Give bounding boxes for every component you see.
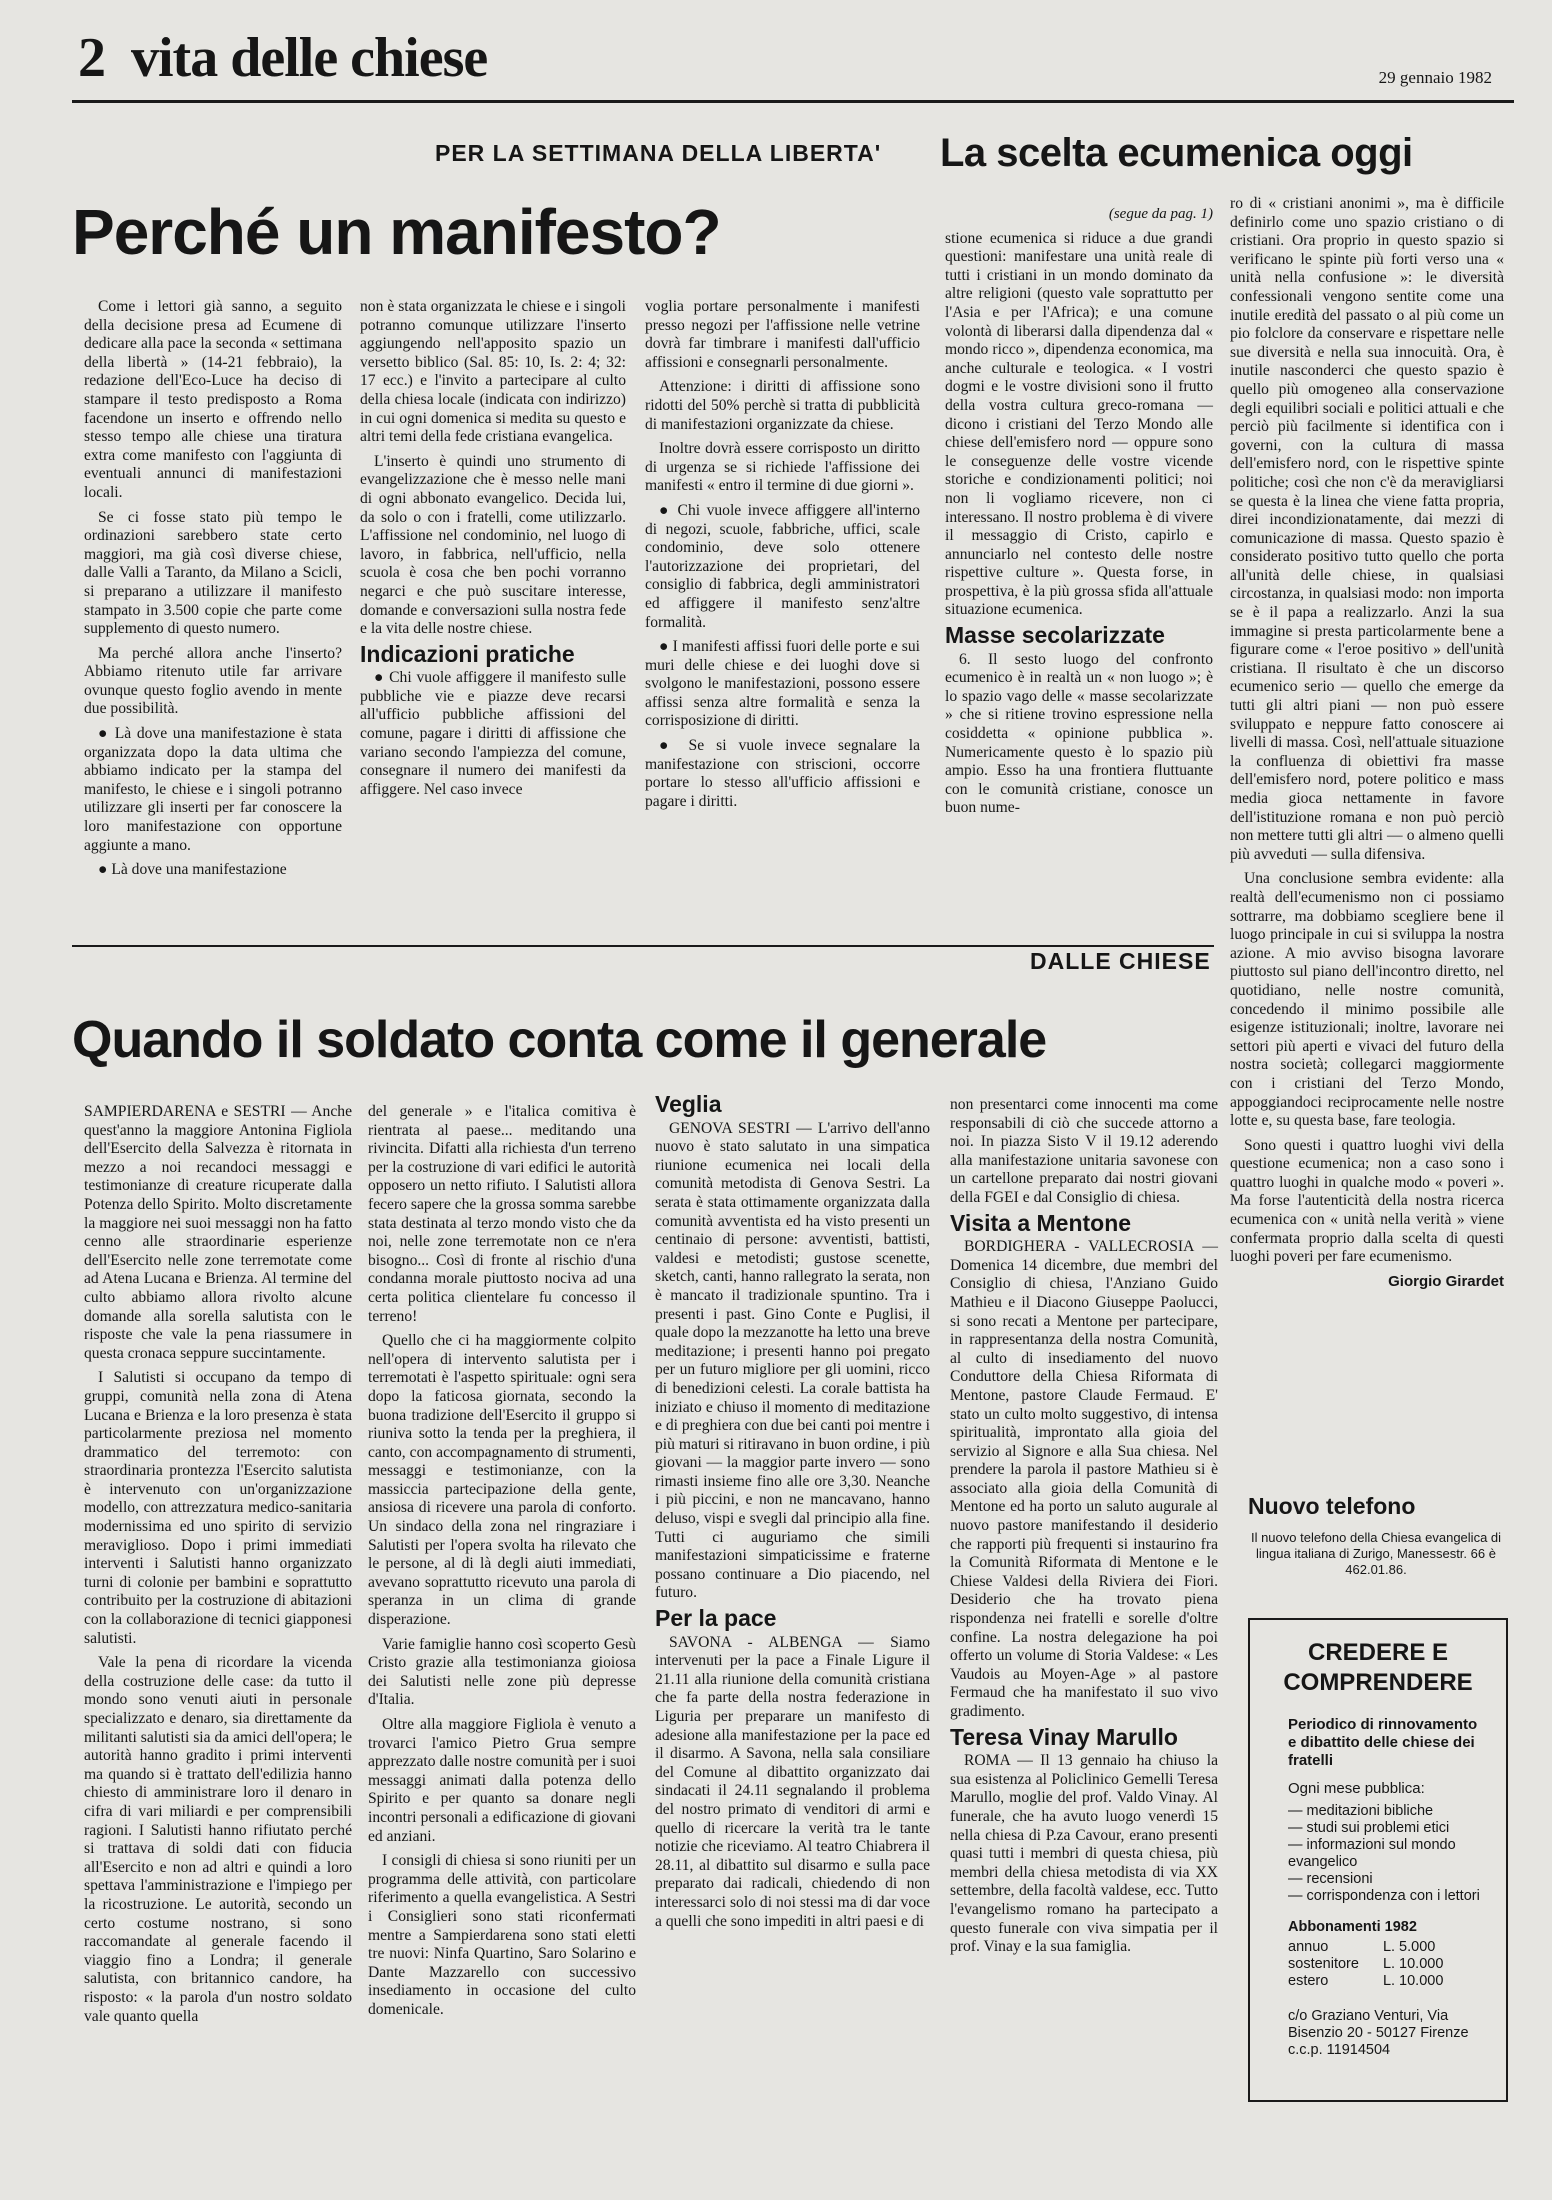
paragraph: non è stata organizzata le chiese e i singoli potranno comunque utilizzare l'inserto aggiungendo nell'apposito spazio un versetto biblico (Sal. 85: 10, Is. 2: 4; 32: 17 ecc.) e l'invito a partecipare al culto della chiesa locale (indicata con indirizzo) in cui ogni domenica si medita su questo e altri temi della fede cristiana evangelica. [360,298,626,446]
art1-column-3 [645,298,920,817]
paragraph: SAMPIERDARENA e SESTRI — Anche quest'anno la maggiore Antonina Figliola dell'Esercito della Salvezza è ritornata in mezzo a noi recandoci messaggi e testimonianze di creature ricuperate dalla Potenza dello Spirito. Molto discretamente la maggiore nei suoi messaggi non ha fatto cenno alle straordinarie esperienze dell'Esercito nelle zone terremotate come ad Atena Lucana e Brienza. Al termine del culto abbiamo allora rivolto alcune domande alla sorella salutista con le risposte che vale la pena riassumere in questa cronaca seppure succintamente. [84,1103,352,1362]
price-value: L. 5.000 [1382,1939,1436,1955]
art1-column-1 [84,298,342,886]
paragraph: ● Là dove una manifestazione è stata organizzata dopo la data ultima che abbiamo indicato per la stampa del manifesto, le chiese e i singoli potranno utilizzare gli inserti per far conoscere la loro manifestazione con opportune aggiunte a mano. [84,725,342,854]
list-item: — corrispondenza con i lettori [1288,1888,1484,1905]
table-row [1288,1973,1467,1990]
page-number: 2 [78,27,105,89]
headline-soldato: Quando il soldato conta come il generale [72,1011,1047,1069]
continued-from: (segue da pag. 1) [1108,206,1213,222]
paragraph: Se ci fosse stato più tempo le ordinazioni sarebbero state certo maggiori, ma già così diverse chiese, dalle Valli a Taranto, da Milano a Scicli, si preparano a utilizzare il manifesto stampato in 3.500 copie che parte come supplemento di questo numero. [84,508,342,638]
price-table [1288,1939,1467,1990]
kicker-settimana: PER LA SETTIMANA DELLA LIBERTA' [435,140,882,166]
ad-box-credere [1248,1618,1508,2102]
art3-column-4 [950,1096,1218,1963]
headline-telefono: Nuovo telefono [1248,1493,1416,1519]
subhead-pace: Per la pace [655,1605,777,1632]
paragraph: ● Chi vuole invece affiggere all'interno di negozi, scuole, fabbriche, uffici, scale condominio, deve solo ottenere l'autorizzazione dei proprietari, del consiglio di fabbrica, degli amministratori ed affiggere il manifesto senz'altre formalità. [645,501,920,631]
subhead-indicazioni: Indicazioni pratiche [360,640,575,667]
ad-title [1250,1638,1506,1698]
ad-title-line-2: COMPRENDERE [1283,1669,1473,1696]
paragraph: ● Se si vuole invece segnalare la manifestazione con striscioni, occorre portare lo stesso all'ufficio affissioni e pagare i diritti. [645,737,920,810]
paragraph: ROMA — Il 13 gennaio ha chiuso la sua esistenza al Policlinico Gemelli Teresa Marullo, moglie del prof. Valdo Vinay. Al funerale, che ha avuto luogo venerdì 15 nella chiesa di P.za Cavour, erano presenti quasi tutti i membri di questa chiesa, più membri della chiesa metodista di via XX settembre, della facoltà valdese, ecc. Tutto l'evangelismo romano ha partecipato a questo funerale con viva simpatia per il prof. Vinay e la sua famiglia. [950,1752,1218,1956]
paragraph: Sono questi i quattro luoghi vivi della questione ecumenica; non a caso sono i quattro luoghi in qualche modo « poveri ». Ma forse l'autenticità della nostra ricerca ecumenica con « unità nella verità » viene confermata proprio dalla scelta di questi luoghi poveri per fare ecumenismo. [1230,1136,1504,1266]
table-row [1288,1956,1467,1973]
section-rule [72,945,1214,947]
ad-subscriptions: Abbonamenti 1982 [1288,1919,1417,1935]
paragraph: L'inserto è quindi uno strumento di evangelizzazione che è messo nelle mani di ogni abbonato evangelico. Decida lui, da solo o con i fratelli, come utilizzarlo. L'affissione nel condominio, nel luogo di lavoro, in fabbrica, nell'ufficio, nella scuola è cosa che ben pochi vorranno negarci e che può suscitare interesse, domande e conversazioni sulla nostra fede e la vita delle nostre chiese. [360,452,626,638]
ad-title-line-1: CREDERE E [1307,1639,1449,1666]
paragraph: Inoltre dovrà essere corrisposto un diritto di urgenza se si richiede l'affissione dei manifesti « entro il termine di due giorni ». [645,440,920,495]
issue-date: 29 gennaio 1982 [1378,68,1492,87]
art3-column-1 [84,1103,352,2032]
paragraph: Quello che ci ha maggiormente colpito nell'opera di intervento salutista per i terremotati è l'aspetto spirituale: ogni sera dopo la faticosa giornata, secondo la buona tradizione dell'Esercito il gruppo si riuniva sotto la tenda per la preghiera, il canto, con accompagnamento di strumenti, messaggi e testimonianze, con la massiccia partecipazione della gente, ansiosa di ricevere una parola di conforto. Un sindaco della zona nel ringraziare i Salutisti per l'opera svolta ha rilevato che le persone, al di là degli aiuti immediati, avevano soprattutto ricevuto una parola di speranza in un clima di grande disperazione. [368,1332,636,1629]
list-item: — meditazioni bibliche [1288,1803,1484,1820]
paragraph: non presentarci come innocenti ma come responsabili di ciò che succede attorno a noi. In piazza Sisto V il 19.12 aderendo alla manifestazione unitaria savonese con un cartellone preparato dai nostri giovani della FGEI e dal Consiglio di chiesa. [950,1096,1218,1206]
art3-column-3 [655,1091,930,1937]
paragraph: ● Chi vuole affiggere il manifesto sulle pubbliche vie e piazze deve recarsi all'ufficio pubbliche affissioni del comune, pagare i diritti di affissione che variano secondo l'ampiezza del comune, consegnare il numero dei manifesti da affiggere. Nel caso invece [360,669,626,798]
ad-publishes: Ogni mese pubblica: [1288,1780,1425,1797]
subhead-vinay: Teresa Vinay Marullo [950,1723,1178,1750]
list-item: — informazioni sul mondo evangelico [1288,1837,1484,1871]
paragraph: stione ecumenica si riduce a due grandi questioni: manifestare una unità reale di tutti i cristiani in un mondo dominato da altre religioni (questo vale soprattutto per l'Asia e per l'Africa); e una comune volontà di liberarsi dalla dipendenza dal « mondo ricco », dipendenza economica, ma anche culturale e teologica. « I vostri dogmi e le vostre divisioni sono il frutto della vostra cultura greco-romana — dicono i cristiani del Terzo Mondo alle chiese dell'emisfero nord — oppure sono le conseguenze delle vostre vicende storiche e condizionamenti politici; noi non li vogliamo ricevere, non ci interessano. Il nostro problema è di vivere il messaggio di Cristo, capirlo e annunciarlo nel contesto delle nostre rispettive culture ». Questa forse, in prospettiva, è la più grossa sfida all'attuale situazione ecumenica. [945,229,1213,619]
paragraph: BORDIGHERA - VALLECROSIA — Domenica 14 dicembre, due membri del Consiglio di chiesa, l'Anziano Guido Mathieu e il Diacono Giuseppe Paolucci, si sono recati a Mentone per partecipare, in rappresentanza della nostra Comunità, al culto di insediamento del nuovo Conduttore della Chiesa Riformata di Mentone, pastore Claude Fermaud. E' stato un culto molto suggestivo, di intensa spiritualità, improntato alla gioia del servizio al Signore e alla Sua chiesa. Nel prendere la parola il pastore Mathieu si è associato alla gioia della Comunità di Mentone ed ha porto un saluto augurale al nuovo pastore manifestando il desiderio che rapporti più frequenti si instaurino fra la Comunità Riformata di Mentone e le Chiese Valdesi della Riviera dei Fiori. Desiderio che ha trovato piena rispondenza nei fratelli e sorelle d'oltre confine. La nostra delegazione ha poi offerto un volume di Storia Valdese: « Les Vaudois au Moyen-Age » al pastore Fermaud che ha manifestato il suo vivo gradimento. [950,1238,1218,1720]
list-item: — studi sui problemi etici [1288,1820,1484,1837]
price-label: annuo [1288,1939,1329,1955]
paragraph: ro di « cristiani anonimi », ma è difficile definirlo come uno spazio cristiano o di cristiani. Ora proprio in questo spazio si verificano le spinte più forti verso una « unità nella confusione »: le diversità confessionali vengono sentite come una inutile eredità del passato o al più come un pio folclore da conservare e rispettare nelle sue diversità e nella sua innocuità. Ora, è inutile nasconderci che questo spazio è quello più omogeneo alla conservazione degli equilibri sociali e politici attuali e che perciò più facilmente si identifica con i governi, con la cultura di massa dell'emisfero nord, con le rispettive spinte politiche; così che non c'è da meravigliarsi se questa è la linea che viene fatta propria, direi incondizionatamente, dai mezzi di comunicazione di massa. Questo spazio è considerato positivo tutto quello che porta all'unità delle chiese, in qualsiasi circostanza, in qualsiasi modo: non importa se è il papa a realizzarlo. Anzi la sua immagine si presta particolarmente bene a figurare come « l'eroe positivo » dell'unità cristiana. Il risultato è che un discorso ecumenico serio — quello che emerge da tutti gli altri piani — non può essere sviluppato e neppure fatto conoscere ai livelli di massa. Così, nell'attuale situazione la confluenza di obiettivi fra masse dell'emisfero nord, potere politico e mass media gioca nettamente in favore dell'istituzione romana e non può perciò non mettere tutti gli altri — o almeno quelli più avveduti — sulla difensiva. [1230,195,1504,863]
kicker-dalle-chiese: DALLE CHIESE [1030,948,1211,974]
headline-scelta-ecumenica: La scelta ecumenica oggi [940,131,1413,175]
paragraph: Varie famiglie hanno così scoperto Gesù Cristo grazie alla testimonianza gioiosa dei Salutisti nelle zone più depresse d'Italia. [368,1635,636,1709]
ad-description: Periodico di rinnovamento e dibattito delle chiese dei fratelli [1288,1716,1478,1769]
ad-address: c/o Graziano Venturi, Via Bisenzio 20 - 50127 Firenze c.c.p. 11914504 [1288,2008,1469,2058]
author-signature: Giorgio Girardet [1388,1272,1504,1290]
list-item: — recensioni [1288,1871,1484,1888]
telefono-text: Il nuovo telefono della Chiesa evangelica di lingua italiana di Zurigo, Manessestr. 66 è 462.01.86. [1250,1530,1502,1577]
paragraph: GENOVA SESTRI — L'arrivo dell'anno nuovo è stato salutato in una simpatica riunione ecumenica nei locali della comunità metodista di Genova Sestri. La serata è stata ottimamente organizzata dalla comunità avventista ed ha visto presenti un centinaio di persone: avventisti, battisti, valdesi e metodisti; gustose scenette, sketch, canti, hanno rallegrato la serata, non è mancato il tradizionale spuntino. Tra i presenti i past. Gino Conte e Puglisi, il quale dopo la mezzanotte ha letto una breve meditazione; i presenti hanno poi pregato per un futuro migliore per gli uomini, ricco di benedizioni celesti. La corale battista ha iniziato e chiuso il momento di meditazione e di preghiera con due bei canti poi mentre i più maturi si ritiravano in buon ordine, i più giovani — la maggior parte invero — sono rimasti insieme fino alle ore 3,30. Neanche i più piccini, e non ne mancavano, hanno deluso, vispi e svegli dal principio alla fine. Tutti ci auguriamo che simili manifestazioni simpaticissime e fraterne possano continuare a Dio piacendo, nel futuro. [655,1119,930,1602]
paragraph: Attenzione: i diritti di affissione sono ridotti del 50% perchè si tratta di pubblicità di manifestazioni organizzate da chiese. [645,378,920,433]
section-title: vita delle chiese [131,27,488,89]
art1-column-2 [360,298,626,805]
paragraph: SAVONA - ALBENGA — Siamo intervenuti per la pace a Finale Ligure il 21.11 alla riunione della comunità cristiana che fa parte della nostra federazione in Liguria per preparare un manifesto di adesione alla manifestazione per la pace ed il disarmo. A Savona, nella sala consiliare del Comune al dibattito organizzato dai sindacati il 24.11 segnalando il problema del nostro primato di venditori di armi e quello di ricercare la verità tra le tante notizie che riceviamo. Al teatro Chiabrera il 28.11, al dibattito sul disarmo e sulla pace preparato dai radicali, chiedendo di non interessarci solo di noi stessi ma di dar voce a quelli che sono impediti in altri paesi e di [655,1633,930,1930]
paragraph: I Salutisti si occupano da tempo di gruppi, comunità nella zona di Atena Lucana e Brienza e la loro presenza è stata particolarmente preziosa nel momento drammatico del terremoto: con straordinaria prontezza l'Esercito salutista è intervenuto con un'organizzazione modello, con attrezzatura medico-sanitaria modernissima ed uno spirito di servizio meraviglioso. Dopo i primi immediati interventi i Salutisti hanno organizzato turni di colonie per bambini e soprattutto contribuito per la costruzione di abitazioni con la collaborazione di tecnici giapponesi salutisti. [84,1369,352,1647]
masthead [78,27,488,89]
paragraph: ● Là dove una manifestazione [98,861,287,879]
ad-list [1288,1803,1484,1905]
paragraph: Vale la pena di ricordare la vicenda della costruzione delle case: da tutto il mondo sono venuti aiuti in personale specializzato e denaro, sia direttamente da militanti salutisti sia da amici dell'opera; le autorità hanno gradito i primi interventi ma quando si è trattato dell'edilizia hanno chiesto di amministrare loro il denaro in cifra di vari miliardi e per comprensibili ragioni. I Salutisti hanno rifiutato perché si trattava di soldi dati con fiducia all'Esercito e non ad altri e quindi a loro spettava l'amministrazione e l'impiego per la ricostruzione. Le autorità, secondo un certo costume nostrano, si sono raccomandate al generale facendo il viaggio fino a Londra; il generale salutista, con britannico candore, ha risposto: « la parola d'un nostro soldato vale quanto quella [84,1654,352,2025]
paragraph: Oltre alla maggiore Figliola è venuto a trovarci l'amico Pietro Grua sempre apprezzato dalle nostre comunità per i suoi messaggi animati dalla potenza dello Spirito e per quanto sa donare negli incontri personali a edificazione di giovani ed anziani. [368,1716,636,1845]
paragraph: Ma perché allora anche l'inserto? Abbiamo ritenuto utile far arrivare ovunque questo foglio avendo in mente due possibilità. [84,644,342,718]
table-row [1288,1939,1467,1956]
headline-manifesto: Perché un manifesto? [72,196,721,268]
paragraph: ● I manifesti affissi fuori delle porte e sui muri delle chiese e dei luoghi dove si svolgono le manifestazioni, possono essere affissi senza altre formalità e senza la corrisposizione di diritti. [645,638,920,730]
price-value: L. 10.000 [1382,1956,1444,1972]
art2-column-1 [945,205,1213,824]
paragraph: voglia portare personalmente i manifesti presso negozi per l'affissione nelle vetrine dovrà far timbrare i manifesti dall'ufficio affissioni e consegnarli personalmente. [645,298,920,371]
paragraph: 6. Il sesto luogo del confronto ecumenico è in realtà un « non luogo »; è lo spazio vago delle « masse secolarizzate » che si ritiene trovino espressione nella cosiddetta « opinione pubblica ». Numericamente questo è lo spazio più ampio. Esso ha una frontiera fluttuante con le comunità cristiane, conosce un buon nume- [945,650,1213,817]
subhead-veglia: Veglia [655,1091,722,1117]
paragraph: del generale » e l'italica comitiva è rientrata al paese... meditando una rivincita. Difatti alla richiesta d'un terreno per la costruzione di vari edifici le autorità opposero un netto rifiuto. I Salutisti allora fecero sapere che la grossa somma sarebbe stata destinata al terzo mondo visto che da noi, nelle zone terremotate non ce n'era bisogno... Così di fronte al rischio d'una condanna morale piuttosto nociva ad una certa politica clientelare fu concesso il terreno! [368,1103,636,1325]
subhead-mentone: Visita a Mentone [950,1209,1132,1236]
paragraph: Una conclusione sembra evidente: alla realtà dell'ecumenismo non ci possiamo sottrarre, ma dobbiamo scegliere bene il luogo principale in cui si sviluppa la nostra azione. A mio avviso bisogna lavorare piuttosto sul piano dell'incontro diretto, nel quotidiano, nelle nostre comunità, concedendo il minimo possibile alle esigenze istituzionali; inoltre, lavorare nei settori più aperti e vivaci del futuro della nostra società; collegarci maggiormente con i cristiani del Terzo Mondo, appoggiandoci reciprocamente nelle nostre lotte e, su questa base, fare teologia. [1230,870,1504,1130]
price-label: sostenitore [1288,1956,1359,1972]
paragraph: Come i lettori già sanno, a seguito della decisione presa ad Ecumene di dedicare alla pace la seconda « settimana della libertà » (14-21 febbraio), la redazione dell'Eco-Luce ha deciso di stampare il testo predisposto a Roma facendone un inserto e offrendo nello stesso tempo alle chiese una tiratura extra come manifesto con l'aggiunta di eventuali annunci di manifestazioni locali. [84,298,342,501]
subhead-masse: Masse secolarizzate [945,622,1165,649]
price-label: estero [1288,1973,1329,1989]
masthead-rule [72,100,1514,103]
art3-column-2 [368,1103,636,2026]
paragraph: I consigli di chiesa si sono riuniti per un programma delle attività, con particolare riferimento a quella evangelistica. A Sestri i Consiglieri sono stati riconfermati mentre a Sampierdarena sono stati eletti tre nuovi: Ninfa Quartino, Saro Solarino e Dante Mazzarello con successivo insediamento in occasione del culto domenicale. [368,1852,636,2018]
art2-column-2 [1230,195,1504,1297]
price-value: L. 10.000 [1382,1973,1444,1989]
